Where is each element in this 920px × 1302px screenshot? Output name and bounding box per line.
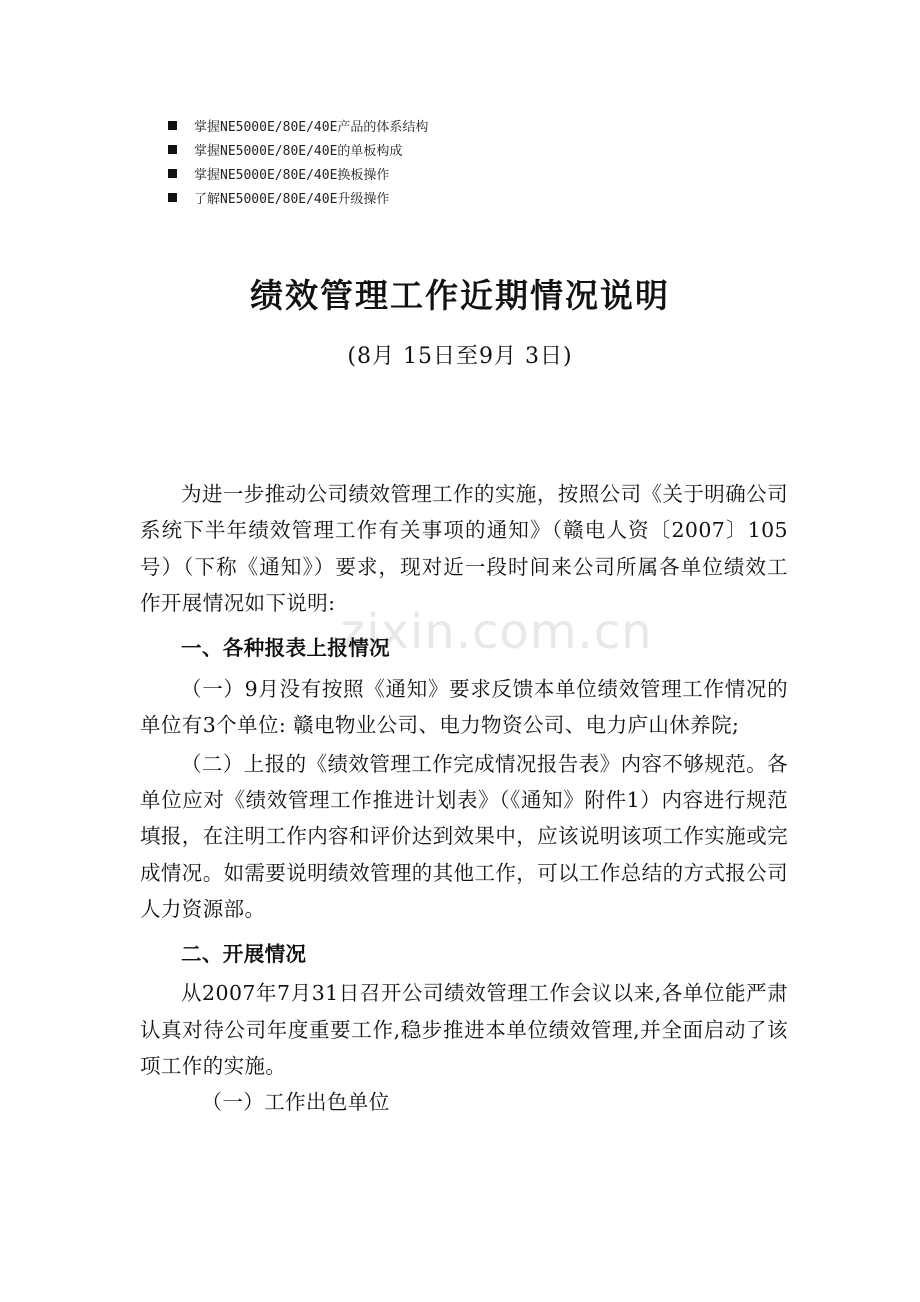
watermark-text: zixin.com.cn (340, 604, 653, 660)
list-item (166, 137, 766, 161)
section2-item-1: （一）工作出色单位 (201, 1090, 390, 1115)
square-bullet-icon (168, 169, 177, 178)
section2-paragraph: 从2007年7月31日召开公司绩效管理工作会议以来,各单位能严肃认真对待公司年度重要工作,稳步推进本单位绩效管理,并全面启动了该项工作的实施。 (140, 981, 788, 1078)
list-item-text: 了解NE5000E/80E/40E升级操作 (194, 191, 390, 207)
list-item (166, 185, 766, 209)
list-item-text: 掌握NE5000E/80E/40E换板操作 (194, 167, 390, 183)
section-heading-reports: 一、各种报表上报情况 (181, 636, 390, 661)
square-bullet-icon (168, 145, 177, 154)
section-heading-progress: 二、开展情况 (181, 942, 307, 967)
square-bullet-icon (168, 121, 177, 130)
list-item (166, 161, 766, 185)
section1-item-1: （一）9月没有按照《通知》要求反馈本单位绩效管理工作情况的单位有3个单位: 赣电物业公司、电力物资公司、电力庐山休养院; (140, 677, 788, 738)
list-item-text: 掌握NE5000E/80E/40E产品的体系结构 (194, 119, 429, 135)
document-title: 绩效管理工作近期情况说明 (250, 276, 670, 315)
document-body (140, 476, 788, 1120)
document-subtitle: (8月 15日至9月 3日) (347, 344, 573, 369)
section1-item-2: （二）上报的《绩效管理工作完成情况报告表》内容不够规范。各单位应对《绩效管理工作推进计划表》（《通知》附件1）内容进行规范填报，在注明工作内容和评价达到效果中，应该说明该项工作实施或完成情况。如需要说明绩效管理的其他工作，可以工作总结的方式报公司人力资源部。 (140, 751, 788, 921)
square-bullet-icon (168, 193, 177, 202)
intro-paragraph: 为进一步推动公司绩效管理工作的实施，按照公司《关于明确公司系统下半年绩效管理工作有关事项的通知》（赣电人资〔2007〕105号）（下称《通知》）要求，现对近一段时间来公司所属各单位绩效工作开展情况如下说明: (140, 482, 788, 615)
list-item (166, 113, 766, 137)
list-item-text: 掌握NE5000E/80E/40E的单板构成 (194, 143, 403, 159)
objective-list (166, 113, 766, 209)
